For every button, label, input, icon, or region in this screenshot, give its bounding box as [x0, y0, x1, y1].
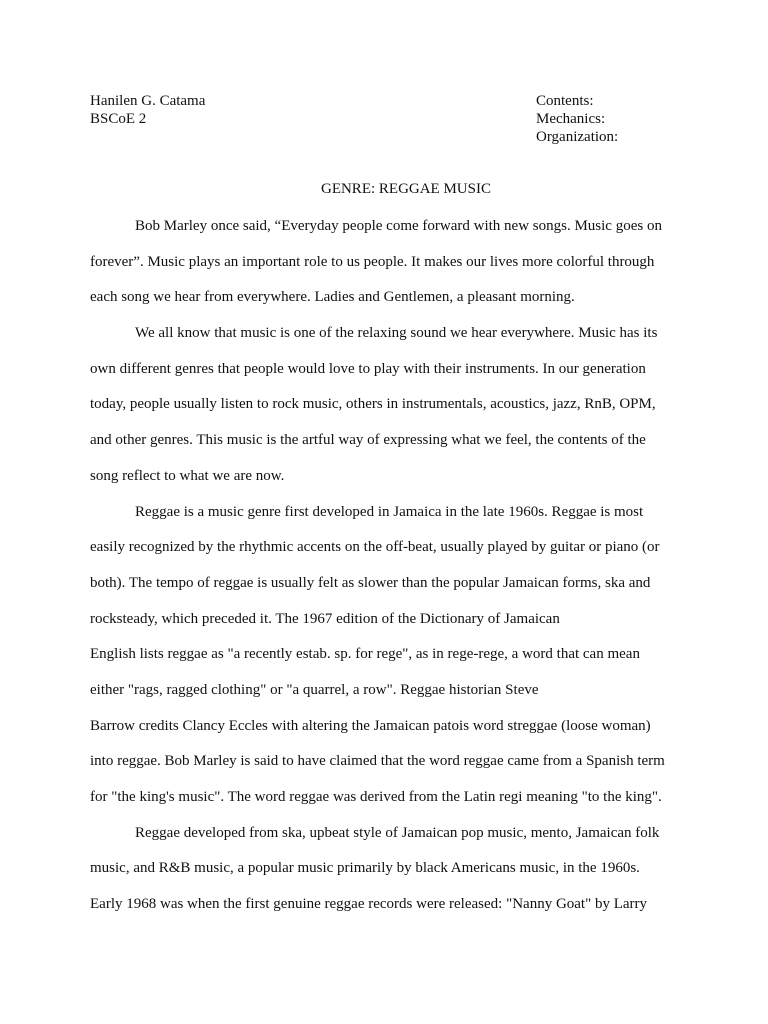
text-line: each song we hear from everywhere. Ladies and Gentlemen, a pleasant morning.: [90, 289, 575, 306]
document-title: GENRE: REGGAE MUSIC: [320, 181, 491, 197]
text-line: We all know that music is one of the relaxing sound we hear everywhere. Music has its: [135, 325, 658, 342]
rubric-block: [536, 92, 618, 146]
author-block: [90, 92, 205, 128]
text-line: rocksteady, which preceded it. The 1967 edition of the Dictionary of Jamaican: [90, 610, 560, 627]
text-line: for "the king's music". The word reggae was derived from the Latin regi meaning "to the king".: [90, 789, 662, 805]
text-line: forever”. Music plays an important role to us people. It makes our lives more colorful through: [90, 253, 655, 270]
text-line: Reggae developed from ska, upbeat style of Jamaican pop music, mento, Jamaican folk: [135, 824, 660, 841]
text-line: Barrow credits Clancy Eccles with altering the Jamaican patois word streggae (loose woman): [90, 717, 651, 734]
text-line: into reggae. Bob Marley is said to have claimed that the word reggae came from a Spanish term: [90, 753, 665, 770]
essay-body: [90, 217, 680, 931]
rubric-organization: Organization:: [536, 129, 619, 145]
rubric-contents: Contents:: [536, 93, 594, 109]
text-line: Bob Marley once said, “Everyday people come forward with new songs. Music goes on: [135, 218, 662, 234]
text-line: either "rags, ragged clothing" or "a quarrel, a row". Reggae historian Steve: [90, 681, 539, 698]
text-line: own different genres that people would love to play with their instruments. In our generation: [90, 360, 646, 377]
rubric-mechanics: Mechanics:: [536, 111, 606, 127]
text-line: music, and R&B music, a popular music primarily by black Americans music, in the 1960s.: [90, 860, 640, 877]
course-name: BSCoE 2: [90, 111, 147, 127]
text-line: English lists reggae as "a recently estab. sp. for rege", as in rege-rege, a word that can mean: [90, 646, 640, 663]
text-line: both). The tempo of reggae is usually felt as slower than the popular Jamaican forms, ska and: [90, 574, 651, 591]
author-name: Hanilen G. Catama: [90, 93, 206, 109]
text-line: and other genres. This music is the artful way of expressing what we feel, the contents of the: [90, 432, 646, 449]
text-line: Early 1968 was when the first genuine reggae records were released: "Nanny Goat" by Larry: [90, 896, 648, 913]
text-line: song reflect to what we are now.: [90, 467, 285, 484]
text-line: Reggae is a music genre first developed in Jamaica in the late 1960s. Reggae is most: [135, 503, 644, 520]
text-line: today, people usually listen to rock music, others in instrumentals, acoustics, jazz, RnB, OPM,: [90, 396, 656, 413]
text-line: easily recognized by the rhythmic accents on the off-beat, usually played by guitar or piano (or: [90, 539, 660, 556]
